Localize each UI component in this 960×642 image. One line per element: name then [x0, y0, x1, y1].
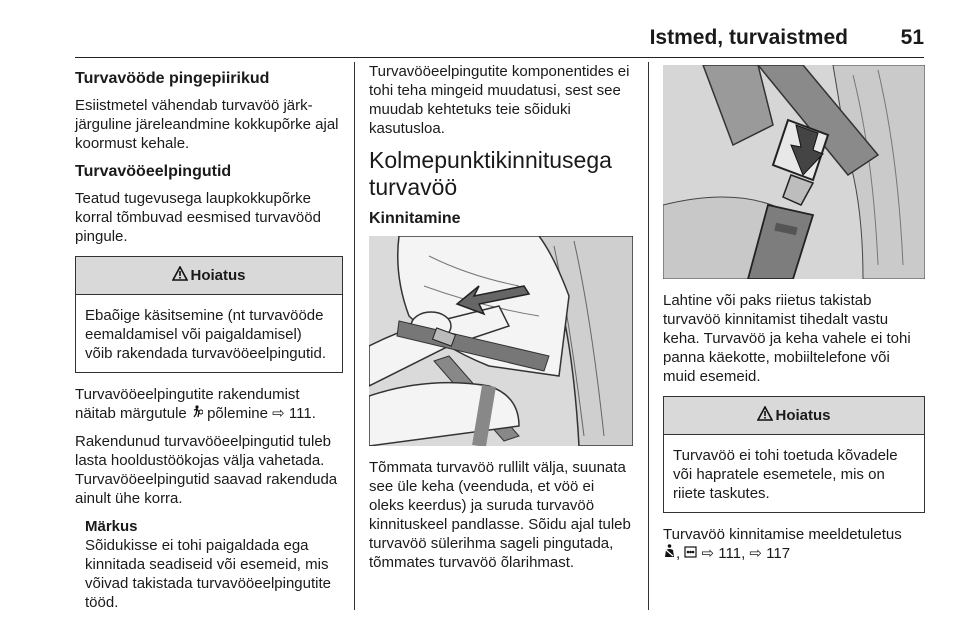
column-divider-1 [354, 62, 355, 610]
paragraph-indicator: Turvavööeelpingutite rakendumist näitab märgutule põlemine ⇨ 111. [75, 386, 316, 422]
page-header [0, 0, 960, 58]
warning-header [76, 257, 342, 295]
warning-title: Hoiatus [190, 267, 246, 284]
heading-load-limiters: Turvavööde pingepiirikud [75, 70, 270, 87]
paragraph-pretensioners: Teatud tugevusega laupkokkupõrke korral tõmbuvad eesmised turvavööd pingule. [75, 190, 321, 245]
page-reference[interactable]: 111. [288, 405, 316, 422]
seatbelt-fastening-illustration [369, 236, 633, 446]
column-3 [663, 62, 925, 572]
heading-pretensioners: Turvavööeelpingutid [75, 163, 232, 180]
section-title: Istmed, turvaistmed [649, 26, 848, 49]
reference-arrow-icon: ⇨ [749, 545, 762, 562]
column-1 [75, 62, 343, 612]
paragraph-reminder: Turvavöö kinnitamise meeldetuletus , ⇨ 111, ⇨ 117 [663, 526, 902, 562]
paragraph-load-limiters: Esiistmetel vähendab turvavöö järk-järguline järeleandmine kokkupõrke ajal koormust kehale. [75, 97, 339, 152]
warning-header-2 [664, 397, 924, 435]
warning-box-2 [663, 396, 925, 513]
column-divider-2 [648, 62, 649, 610]
heading-fastening: Kinnitamine [369, 210, 461, 227]
paragraph-loose-clothing: Lahtine või paks riietus takistab turvavöö kinnitamist tihedalt vastu keha. Turvavöö ja keha vahele ei tohi panna käekotte, mobiiltelefone või muid esemeid. [663, 292, 911, 385]
warning-text: Ebaõige käsitsemine (nt turvavööde eemaldamisel või paigaldamisel) võib rakendada turvavööeelpingutid. [85, 307, 327, 362]
note-title: Märkus [85, 518, 138, 535]
airbag-warning-icon [191, 405, 203, 422]
page-number: 51 [900, 26, 924, 49]
paragraph-replacement: Rakendunud turvavööeelpingutid tuleb lasta hooldustöökojas välja vahetada. Turvavööeelpingutid saavad rakenduda ainult ühe korra. [75, 433, 338, 507]
reference-arrow-icon: ⇨ [701, 545, 715, 562]
rear-seatbelt-indicator-icon [684, 545, 697, 562]
note-text: Sõidukisse ei tohi paigaldada ega kinnitada seadiseid või esemeid, mis võivad takistada turvavööeelpingutite tööd. [85, 537, 331, 611]
warning-box [75, 256, 343, 373]
warning-title-2: Hoiatus [775, 407, 831, 424]
heading-three-point-belt: Kolmepunktikinnitusega turvavöö [369, 147, 612, 200]
warning-triangle-icon [757, 406, 773, 425]
page-reference-1[interactable]: 111 [718, 545, 742, 562]
seatbelt-reminder-icon [663, 545, 676, 562]
note-box [85, 517, 343, 612]
page-reference-2[interactable]: 117 [766, 545, 791, 562]
warning-triangle-icon [172, 266, 188, 285]
warning-text-2: Turvavöö ei tohi toetuda kõvadele või hapratele esemetele, mis on riiete taskutes. [673, 447, 898, 502]
reference-arrow-icon: ⇨ [272, 405, 285, 422]
header-rule [75, 57, 924, 58]
seatbelt-buckle-illustration [663, 65, 925, 279]
paragraph-fastening-instructions: Tõmmata turvavöö rullilt välja, suunata see üle keha (veenduda, et vöö ei oleks keerdus) ja suruda turvavöö kinnituskeel pandlasse. Sõidu ajal tuleb turvavöö sülerihma sageli pingutada, tõmmates turvavöö õlarihmast. [369, 459, 631, 571]
column-2 [369, 62, 633, 581]
paragraph-modifications: Turvavööeelpingutite komponentides ei tohi teha mingeid muudatusi, sest see muudab kehtetuks teie sõiduki kasutusloa. [369, 63, 630, 137]
